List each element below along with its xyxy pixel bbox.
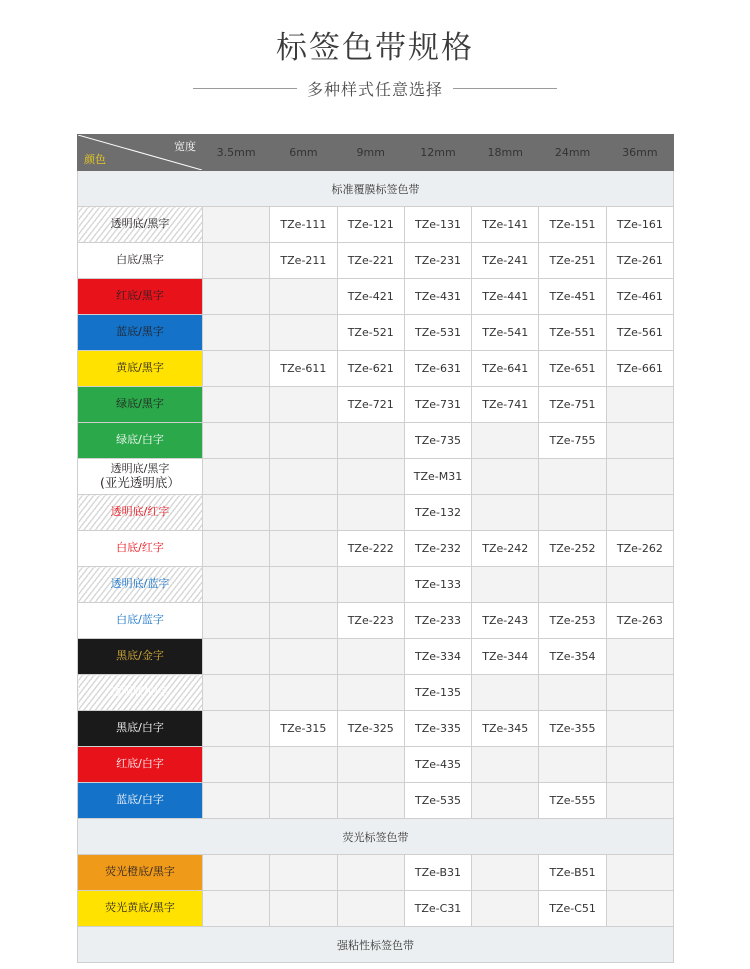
table-row	[78, 423, 674, 459]
row-color-label-text: 白底/红字	[116, 541, 164, 555]
table-row	[78, 783, 674, 819]
row-color-label	[78, 315, 203, 351]
row-color-label-text: 蓝底/白字	[116, 793, 164, 807]
tape-code-cell: TZe-461	[606, 279, 673, 315]
tape-code-cell: TZe-354	[539, 639, 606, 675]
empty-cell	[270, 783, 337, 819]
empty-cell	[270, 639, 337, 675]
empty-cell	[270, 603, 337, 639]
rule-right	[453, 88, 557, 89]
empty-cell	[539, 747, 606, 783]
empty-cell	[270, 891, 337, 927]
tape-code-cell: TZe-345	[472, 711, 539, 747]
row-color-label-text: 透明底/红字	[110, 505, 170, 519]
tape-code-cell: TZe-242	[472, 531, 539, 567]
row-color-label-text: 透明底/黑字 (亚光透明底）	[78, 463, 202, 490]
tape-code-cell: TZe-133	[404, 567, 471, 603]
row-color-label-text: 透明底/蓝字	[110, 577, 170, 591]
table-row	[78, 387, 674, 423]
empty-cell	[337, 891, 404, 927]
tape-code-cell: TZe-233	[404, 603, 471, 639]
row-color-label-text: 黑底/白字	[116, 721, 164, 735]
row-color-label	[78, 567, 203, 603]
empty-cell	[203, 495, 270, 531]
row-color-label	[78, 783, 203, 819]
tape-code-cell: TZe-B31	[404, 855, 471, 891]
tape-code-cell: TZe-263	[606, 603, 673, 639]
empty-cell	[472, 783, 539, 819]
tape-code-cell: TZe-135	[404, 675, 471, 711]
column-header: 12mm	[404, 135, 471, 171]
empty-cell	[203, 423, 270, 459]
table-row	[78, 747, 674, 783]
empty-cell	[203, 459, 270, 495]
tape-code-cell: TZe-151	[539, 207, 606, 243]
empty-cell	[472, 567, 539, 603]
empty-cell	[606, 783, 673, 819]
tape-code-cell: TZe-451	[539, 279, 606, 315]
tape-code-cell: TZe-621	[337, 351, 404, 387]
section-header-row	[78, 171, 674, 207]
table-row	[78, 639, 674, 675]
tape-code-cell: TZe-334	[404, 639, 471, 675]
empty-cell	[337, 855, 404, 891]
tape-code-cell: TZe-221	[337, 243, 404, 279]
row-color-label-text: 荧光黄底/黑字	[105, 901, 175, 915]
tape-code-cell: TZe-253	[539, 603, 606, 639]
row-color-label	[78, 459, 203, 495]
empty-cell	[337, 495, 404, 531]
tape-code-cell: TZe-325	[337, 711, 404, 747]
tape-code-cell: TZe-252	[539, 531, 606, 567]
tape-code-cell: TZe-641	[472, 351, 539, 387]
empty-cell	[270, 279, 337, 315]
tape-code-cell: TZe-B51	[539, 855, 606, 891]
empty-cell	[203, 855, 270, 891]
table-row	[78, 855, 674, 891]
tape-code-cell: TZe-651	[539, 351, 606, 387]
row-color-label-text: 绿底/黑字	[116, 397, 164, 411]
tape-code-cell: TZe-431	[404, 279, 471, 315]
table-row	[78, 279, 674, 315]
table-row	[78, 459, 674, 495]
row-color-label	[78, 531, 203, 567]
tape-code-cell: TZe-111	[270, 207, 337, 243]
empty-cell	[472, 423, 539, 459]
tape-code-cell: TZe-535	[404, 783, 471, 819]
empty-cell	[270, 315, 337, 351]
empty-cell	[337, 783, 404, 819]
tape-code-cell: TZe-232	[404, 531, 471, 567]
empty-cell	[270, 531, 337, 567]
section-title: 荧光标签色带	[78, 819, 674, 855]
empty-cell	[539, 495, 606, 531]
section-title: 标准覆膜标签色带	[78, 171, 674, 207]
spec-table-wrap	[77, 134, 674, 963]
header-color-label: 颜色	[84, 153, 106, 166]
empty-cell	[472, 891, 539, 927]
empty-cell	[606, 567, 673, 603]
empty-cell	[472, 495, 539, 531]
tape-code-cell: TZe-551	[539, 315, 606, 351]
tape-code-cell: TZe-C31	[404, 891, 471, 927]
tape-code-cell: TZe-335	[404, 711, 471, 747]
row-color-label	[78, 675, 203, 711]
table-head	[78, 135, 674, 171]
column-header: 24mm	[539, 135, 606, 171]
empty-cell	[539, 567, 606, 603]
empty-cell	[606, 423, 673, 459]
empty-cell	[203, 315, 270, 351]
empty-cell	[203, 207, 270, 243]
row-color-label-text: 黑底/金字	[116, 649, 164, 663]
header-width-label: 宽度	[174, 140, 196, 153]
tape-code-cell: TZe-C51	[539, 891, 606, 927]
tape-code-cell: TZe-315	[270, 711, 337, 747]
tape-code-cell: TZe-223	[337, 603, 404, 639]
row-color-label-text: 红底/黑字	[116, 289, 164, 303]
row-color-label	[78, 891, 203, 927]
empty-cell	[203, 567, 270, 603]
tape-code-cell: TZe-735	[404, 423, 471, 459]
row-color-label-text: 透明底/白字	[110, 685, 170, 699]
empty-cell	[337, 675, 404, 711]
tape-code-cell: TZe-141	[472, 207, 539, 243]
tape-code-cell: TZe-132	[404, 495, 471, 531]
row-color-label	[78, 387, 203, 423]
tape-code-cell: TZe-131	[404, 207, 471, 243]
tape-code-cell: TZe-631	[404, 351, 471, 387]
tape-code-cell: TZe-211	[270, 243, 337, 279]
tape-code-cell: TZe-243	[472, 603, 539, 639]
table-row	[78, 243, 674, 279]
empty-cell	[270, 423, 337, 459]
table-row	[78, 603, 674, 639]
page-title: 标签色带规格	[276, 30, 474, 66]
empty-cell	[203, 243, 270, 279]
tape-code-cell: TZe-441	[472, 279, 539, 315]
row-color-label-text: 荧光橙底/黑字	[105, 865, 175, 879]
empty-cell	[472, 855, 539, 891]
empty-cell	[203, 603, 270, 639]
tape-code-cell: TZe-751	[539, 387, 606, 423]
table-row	[78, 675, 674, 711]
page-subtitle: 多种样式任意选择	[306, 80, 443, 99]
empty-cell	[203, 747, 270, 783]
column-header: 6mm	[270, 135, 337, 171]
row-color-label	[78, 603, 203, 639]
empty-cell	[472, 675, 539, 711]
column-header: 3.5mm	[203, 135, 270, 171]
tape-code-cell: TZe-262	[606, 531, 673, 567]
page-header	[0, 0, 750, 100]
empty-cell	[203, 711, 270, 747]
empty-cell	[337, 747, 404, 783]
table-row	[78, 315, 674, 351]
empty-cell	[203, 531, 270, 567]
row-color-label	[78, 279, 203, 315]
empty-cell	[606, 639, 673, 675]
tape-code-cell: TZe-755	[539, 423, 606, 459]
empty-cell	[606, 711, 673, 747]
empty-cell	[606, 387, 673, 423]
empty-cell	[606, 747, 673, 783]
row-color-label-text: 蓝底/黑字	[116, 325, 164, 339]
row-color-label	[78, 747, 203, 783]
table-row	[78, 891, 674, 927]
empty-cell	[539, 459, 606, 495]
tape-code-cell: TZe-421	[337, 279, 404, 315]
tape-code-cell: TZe-231	[404, 243, 471, 279]
tape-code-cell: TZe-541	[472, 315, 539, 351]
tape-code-cell: TZe-344	[472, 639, 539, 675]
empty-cell	[203, 639, 270, 675]
tape-code-cell: TZe-521	[337, 315, 404, 351]
row-color-label	[78, 639, 203, 675]
tape-code-cell: TZe-561	[606, 315, 673, 351]
tape-code-cell: TZe-731	[404, 387, 471, 423]
row-color-label-subtext: (亚光透明底）	[100, 474, 180, 490]
empty-cell	[539, 675, 606, 711]
empty-cell	[270, 747, 337, 783]
tape-code-cell: TZe-555	[539, 783, 606, 819]
tape-code-cell: TZe-355	[539, 711, 606, 747]
tape-code-cell: TZe-M31	[404, 459, 471, 495]
table-row	[78, 531, 674, 567]
empty-cell	[472, 459, 539, 495]
empty-cell	[606, 495, 673, 531]
empty-cell	[337, 567, 404, 603]
empty-cell	[270, 387, 337, 423]
tape-code-cell: TZe-261	[606, 243, 673, 279]
column-header: 9mm	[337, 135, 404, 171]
row-color-label	[78, 243, 203, 279]
empty-cell	[606, 459, 673, 495]
table-header-row	[78, 135, 674, 171]
empty-cell	[203, 387, 270, 423]
tape-code-cell: TZe-251	[539, 243, 606, 279]
empty-cell	[270, 459, 337, 495]
table-row	[78, 567, 674, 603]
empty-cell	[472, 747, 539, 783]
empty-cell	[337, 423, 404, 459]
row-color-label	[78, 207, 203, 243]
empty-cell	[337, 639, 404, 675]
tape-code-cell: TZe-121	[337, 207, 404, 243]
empty-cell	[203, 783, 270, 819]
tape-code-cell: TZe-531	[404, 315, 471, 351]
column-header: 36mm	[606, 135, 673, 171]
header-corner-cell	[78, 135, 203, 171]
rule-left	[193, 88, 297, 89]
empty-cell	[270, 495, 337, 531]
tape-code-cell: TZe-661	[606, 351, 673, 387]
table-body	[78, 171, 674, 963]
empty-cell	[203, 279, 270, 315]
empty-cell	[203, 675, 270, 711]
row-color-label-text: 白底/黑字	[116, 253, 164, 267]
tape-code-cell: TZe-721	[337, 387, 404, 423]
empty-cell	[606, 891, 673, 927]
tape-code-cell: TZe-435	[404, 747, 471, 783]
row-color-label	[78, 855, 203, 891]
empty-cell	[270, 567, 337, 603]
section-header-row	[78, 927, 674, 963]
empty-cell	[606, 675, 673, 711]
spec-table	[77, 134, 674, 963]
table-row	[78, 207, 674, 243]
tape-code-cell: TZe-241	[472, 243, 539, 279]
row-color-label	[78, 495, 203, 531]
empty-cell	[270, 855, 337, 891]
table-row	[78, 711, 674, 747]
empty-cell	[270, 675, 337, 711]
tape-code-cell: TZe-222	[337, 531, 404, 567]
table-row	[78, 495, 674, 531]
row-color-label	[78, 423, 203, 459]
row-color-label-text: 透明底/黑字	[110, 217, 170, 231]
tape-code-cell: TZe-611	[270, 351, 337, 387]
row-color-label-text: 白底/蓝字	[116, 613, 164, 627]
row-color-label	[78, 351, 203, 387]
subtitle-row	[0, 77, 750, 100]
section-header-row	[78, 819, 674, 855]
column-header: 18mm	[472, 135, 539, 171]
empty-cell	[606, 855, 673, 891]
row-color-label	[78, 711, 203, 747]
row-color-label-text: 红底/白字	[116, 757, 164, 771]
row-color-label-text: 绿底/白字	[116, 433, 164, 447]
empty-cell	[337, 459, 404, 495]
section-title: 强粘性标签色带	[78, 927, 674, 963]
empty-cell	[203, 891, 270, 927]
tape-code-cell: TZe-161	[606, 207, 673, 243]
empty-cell	[203, 351, 270, 387]
tape-code-cell: TZe-741	[472, 387, 539, 423]
table-row	[78, 351, 674, 387]
row-color-label-text: 黄底/黑字	[116, 361, 164, 375]
